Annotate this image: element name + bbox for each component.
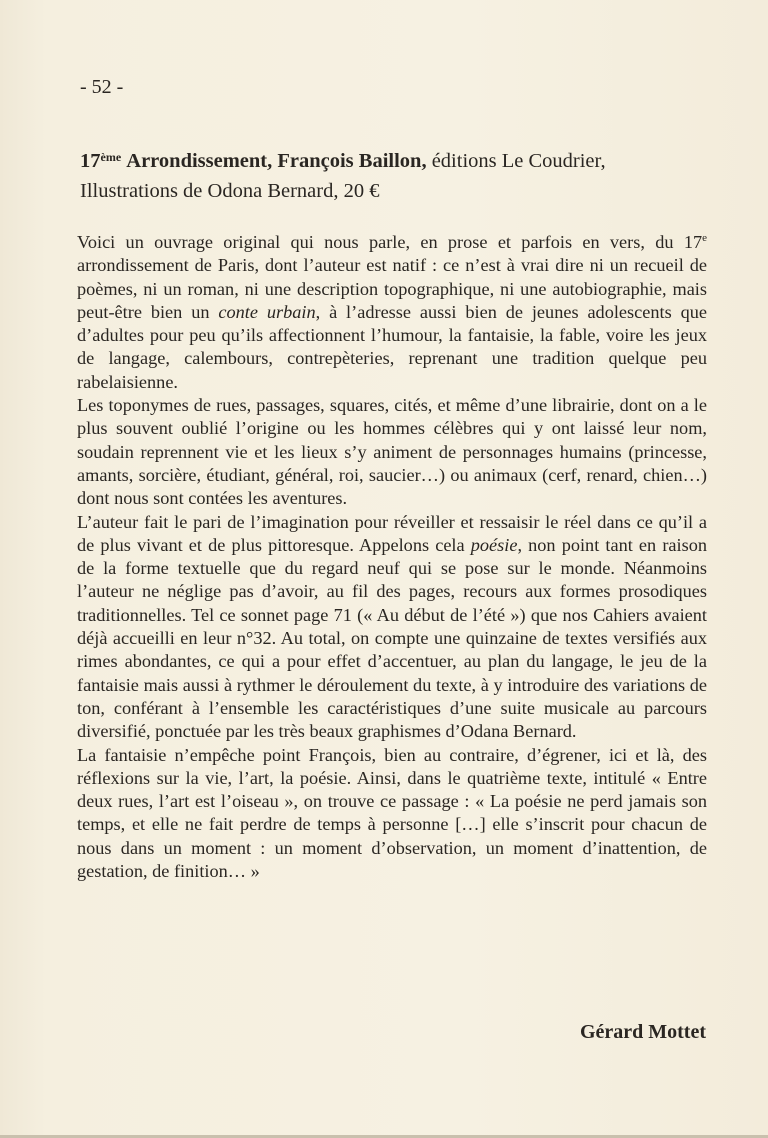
p1-italic: conte urbain: [218, 301, 316, 322]
p3-text-a: L’auteur fait le pari de l’imagination pour réveiller et ressaisir le réel dans ce qu’il a de plus vivant et de plus pittoresque. Appelons cela: [77, 511, 707, 555]
p1-text-b: arrondissement de Paris, dont l’auteur est natif : ce n’est à vrai dire ni un recueil de poèmes, ni un roman, ni une description topographique, ni une autobiographie, mais peut-être bien un: [77, 255, 707, 322]
page-number: - 52 -: [80, 76, 124, 98]
heading-line-1: [80, 146, 710, 176]
paragraph-3: [77, 511, 707, 744]
publisher: éditions Le Coudrier,: [431, 150, 606, 172]
paragraph-1: [77, 231, 707, 394]
paragraph-2: Les toponymes de rues, passages, squares, cités, et même d’une librairie, dont on a le plus souvent oublié l’origine ou les hommes célèbres qui y ont laissé leur nom, soudain reprennent vie et les lieux s’y animent de personnages humains (princesse, amants, sorcière, étudiant, général, roi, saucier…) ou animaux (cerf, renard, chien…) dont nous sont contées les aventures.: [77, 395, 707, 509]
review-heading: [80, 146, 710, 206]
paragraph-4: La fantaisie n’empêche point François, bien au contraire, d’égrener, ici et là, des réflexions sur la vie, l’art, la poésie. Ainsi, dans le quatrième texte, intitulé « Entre deux rues, l’art est l’oiseau », on trouve ce passage : « La poésie ne perd jamais son temps, et elle ne fait perdre de temps à personne […] elle s’inscrit pour chacun de nous dans un moment : un moment d’observation, un moment d’inattention, de gestation, de finition… »: [77, 744, 707, 882]
p1-superscript: e: [702, 232, 707, 244]
ordinal-number: 17: [80, 150, 101, 172]
ordinal-suffix: ème: [100, 150, 122, 164]
author-signature: Gérard Mottet: [579, 1021, 706, 1043]
p3-text-b: , non point tant en raison de la forme textuelle que du regard neuf qui se pose sur le monde. Néanmoins l’auteur ne néglige pas d’avoir, au fil des pages, recours aux formes prosodiques traditionnelles. Tel ce sonnet page 71 (« Au début de l’été ») que nos Cahiers avaient déjà accueilli en leur n°32. Au total, on compte une quinzaine de textes versifiés aux rimes abondantes, ce qui a pour effet d’accentuer, au plan du langage, le jeu de la fantaisie mais aussi à rythmer le déroulement du texte, à y introduire des variations de ton, conférant à l’ensemble les caractéristiques d’une suite musicale au parcours diversifié, ponctuée par les très beaux graphismes d’Odana Bernard.: [77, 534, 707, 742]
review-body: [77, 231, 707, 883]
p3-italic: poésie: [470, 534, 518, 555]
p1-text-a: Voici un ouvrage original qui nous parle, en prose et parfois en vers, du 17: [77, 232, 703, 252]
heading-line-2: Illustrations de Odona Bernard, 20 €: [80, 180, 380, 202]
book-title: Arrondissement, François Baillon,: [126, 150, 427, 172]
p1-text-c: , à l’adresse aussi bien de jeunes adolescents que d’adultes pour peu qu’ils affectionnent l’humour, la fantaisie, la fable, voire les jeux de langage, calembours, contrepèteries, reprenant une tradition quelque peu rabelaisienne.: [77, 301, 707, 392]
